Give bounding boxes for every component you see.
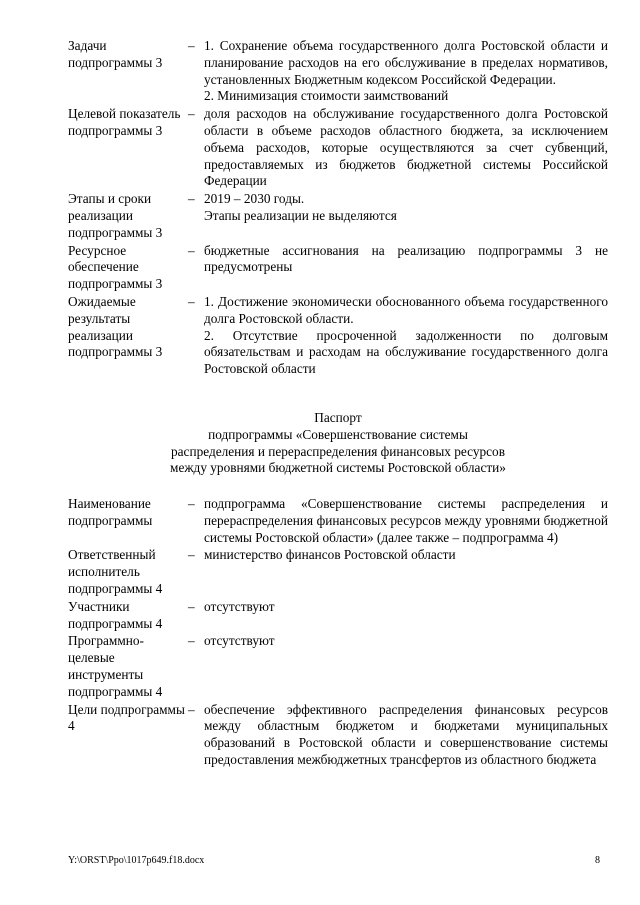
- row-dash: –: [188, 496, 195, 511]
- row-dash: –: [188, 293, 195, 309]
- row-value-paragraph: бюджетные ассигнования на реализацию подпрограммы 3 не предусмотрены: [204, 242, 608, 275]
- table-row: [68, 191, 608, 242]
- row-label: Ответственный исполнитель подпрограммы 4: [68, 547, 163, 596]
- row-label: Ожидаемые результаты реализации подпрограммы 3: [68, 293, 163, 360]
- footer-page-number: 8: [595, 855, 600, 866]
- table-row: [68, 547, 608, 598]
- row-value-paragraph: доля расходов на обслуживание государственного долга Ростовской области в объеме расходов областного бюджета, за исключением объема расходов, которые осуществляются за счет субвенций, предоставляемых из бюджетов бюджетной системы Российской Федерации: [204, 106, 608, 189]
- row-value: [204, 38, 608, 106]
- table-row: [68, 294, 608, 379]
- row-value-paragraph: отсутствуют: [204, 633, 275, 649]
- row-dash: –: [188, 547, 195, 563]
- row-dash: –: [188, 701, 195, 717]
- table-row: [68, 599, 608, 634]
- row-value: [204, 294, 608, 379]
- table-row: [68, 633, 608, 701]
- row-value-paragraph: 2. Отсутствие просроченной задолженности по долговым обязательствам и расходам на обслуживание государственного долга Ростовской области: [204, 327, 608, 377]
- row-value-paragraph: 2. Минимизация стоимости заимствований: [204, 88, 449, 104]
- row-value-paragraph: Этапы реализации не выделяются: [204, 207, 397, 223]
- row-value-paragraph: 1. Достижение экономически обоснованного объема государственного долга Ростовской области.: [204, 293, 608, 326]
- row-label: Целевой показатель подпрограммы 3: [68, 106, 181, 138]
- row-label: Наименование подпрограммы: [68, 496, 153, 528]
- row-value: [204, 633, 608, 701]
- row-value-paragraph: подпрограмма «Совершенствование системы распределения и перераспределения финансовых ресурсов между уровнями бюджетной системы Ростовской области» (далее также – подпрограмма 4): [204, 496, 608, 545]
- passport-heading: [68, 410, 608, 477]
- row-value: [204, 106, 608, 191]
- row-value: [204, 599, 608, 634]
- subprogram-3-params-table: [68, 38, 608, 379]
- row-label: Задачи подпрограммы 3: [68, 38, 163, 70]
- row-dash: –: [188, 633, 195, 649]
- row-value-paragraph: отсутствуют: [204, 598, 275, 614]
- row-value-paragraph: министерство финансов Ростовской области: [204, 547, 456, 563]
- row-label: Программно-целевые инструменты подпрограммы 4: [68, 633, 163, 699]
- row-label: Участники подпрограммы 4: [68, 598, 163, 631]
- row-value-paragraph: 1. Сохранение объема государственного долга Ростовской области и планирование расходов на его обслуживание в пределах нормативов, установленных Бюджетным кодексом Российской Федерации.: [204, 38, 608, 87]
- row-dash: –: [188, 598, 195, 614]
- row-value: [204, 243, 608, 294]
- table-row: [68, 496, 608, 547]
- row-label: Цели подпрограммы 4: [68, 701, 185, 734]
- row-value-paragraph: 2019 – 2030 годы.: [204, 191, 305, 207]
- table-row: [68, 38, 608, 106]
- row-value-paragraph: обеспечение эффективного распределения финансовых ресурсов между областным бюджетом и бюджетами муниципальных образований в Ростовской области и совершенствование системы предоставления межбюджетных трансфертов из областного бюджета: [204, 701, 608, 767]
- subprogram-4-params-table: [68, 496, 608, 770]
- footer-file-path: Y:\ORST\Ppo\1017p649.f18.docx: [68, 855, 205, 866]
- passport-title: Паспорт: [314, 410, 362, 425]
- table-row: [68, 243, 608, 294]
- row-value: [204, 191, 608, 242]
- table-row: [68, 702, 608, 770]
- row-dash: –: [188, 38, 195, 53]
- row-label: Этапы и сроки реализации подпрограммы 3: [68, 191, 163, 240]
- passport-line-3: между уровнями бюджетной системы Ростовской области»: [170, 460, 506, 476]
- row-label: Ресурсное обеспечение подпрограммы 3: [68, 242, 163, 292]
- row-value: [204, 702, 608, 770]
- row-value: [204, 496, 608, 547]
- row-dash: –: [188, 191, 195, 207]
- row-dash: –: [188, 242, 195, 258]
- table-row: [68, 106, 608, 191]
- passport-line-1: подпрограммы «Совершенствование системы: [208, 426, 468, 442]
- row-value: [204, 547, 608, 598]
- row-dash: –: [188, 106, 195, 122]
- passport-line-2: распределения и перераспределения финансовых ресурсов: [171, 443, 505, 459]
